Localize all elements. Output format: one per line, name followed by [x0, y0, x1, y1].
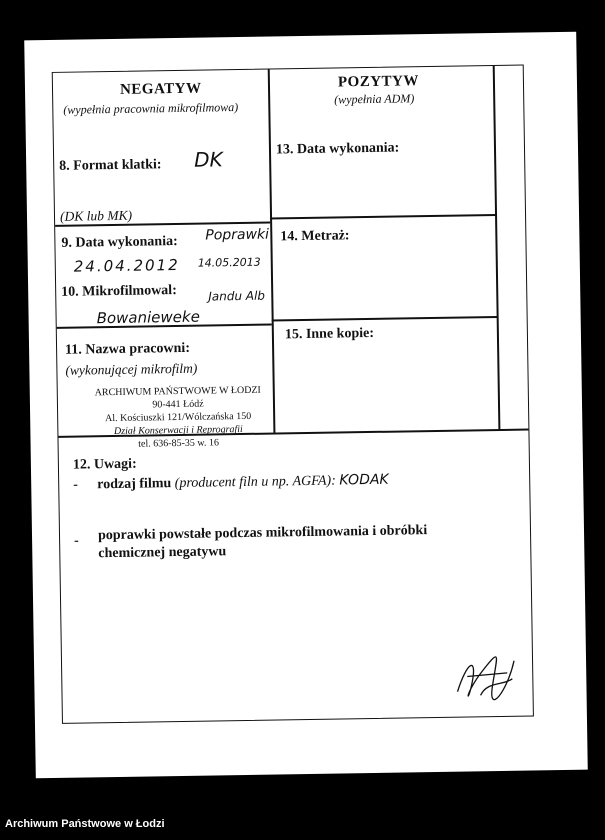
pozytyw-subtitle: (wypełnia ADM) — [334, 91, 415, 107]
microfilm-card — [24, 32, 588, 779]
negatyw-subtitle: (wypełnia pracownia mikrofilmowa) — [63, 100, 239, 117]
uwagi-item-1-value: KODAK — [339, 471, 389, 489]
stamp-line-1: ARCHIWUM PAŃSTWOWE W ŁODZI — [94, 384, 261, 399]
data-wykonania-value-1: 24.04.2012 — [73, 255, 180, 276]
nazwa-pracowni-hint: (wykonującej mikrofilm) — [65, 360, 198, 378]
stamp-line-3: Al. Kościuszki 121/Wólczańska 150 — [105, 410, 252, 425]
signature-scribble — [452, 651, 523, 702]
pozytyw-title: POZYTYW — [337, 73, 420, 91]
divider-h-2b — [272, 316, 498, 321]
format-value: DK — [193, 147, 223, 172]
inne-kopie-label: 15. Inne kopie: — [284, 325, 375, 343]
divider-vertical-right-top — [493, 66, 497, 214]
data-wykonania-pozytyw-label: 13. Data wykonania: — [275, 140, 400, 158]
uwagi-item-1-italic: (producent filn u np. AGFA): — [174, 473, 336, 492]
uwagi-item-1 — [97, 472, 389, 494]
data-wykonania-negatyw-label: 9. Data wykonania: — [61, 233, 178, 251]
archive-footer: Archiwum Państwowe w Łodzi — [5, 818, 165, 830]
uwagi-bullet-2: - — [73, 533, 79, 549]
form-grid — [52, 65, 534, 724]
mikrofilmowal-label: 10. Mikrofilmowal: — [61, 283, 177, 300]
uwagi-item-2-line-1: poprawki powstałe podczas mikrofilmowania i obróbki — [97, 523, 428, 544]
archive-stamp — [78, 383, 279, 451]
metraz-label: 14. Metraż: — [280, 228, 350, 245]
uwagi-item-1-bold: rodzaj filmu — [97, 476, 172, 493]
negatyw-title: NEGATYW — [119, 80, 202, 98]
divider-h-1b — [270, 214, 496, 219]
uwagi-bullet-1: - — [73, 477, 79, 493]
mikrofilmowal-value-2: Jandu Alb — [208, 288, 266, 304]
mikrofilmowal-value-1: Bowanieweke — [96, 307, 200, 328]
nazwa-pracowni-label: 11. Nazwa pracowni: — [64, 340, 191, 358]
divider-vertical-upper — [268, 70, 275, 433]
format-hint: (DK lub MK) — [59, 207, 133, 224]
data-wykonania-handwritten-note: Poprawki — [205, 226, 270, 244]
uwagi-item-2-line-2: chemicznej negatywu — [98, 544, 227, 562]
stamp-line-4: Dział Konserwacji i Reprografii — [113, 423, 243, 438]
divider-vertical-right-mid — [495, 214, 500, 429]
stamp-line-2: 90-441 Łódź — [152, 398, 204, 411]
data-wykonania-value-2: 14.05.2013 — [197, 255, 261, 270]
uwagi-label: 12. Uwagi: — [72, 456, 137, 473]
stamp-line-5: tel. 636-85-35 w. 16 — [138, 437, 220, 450]
format-label: 8. Format klatki: — [59, 157, 162, 174]
